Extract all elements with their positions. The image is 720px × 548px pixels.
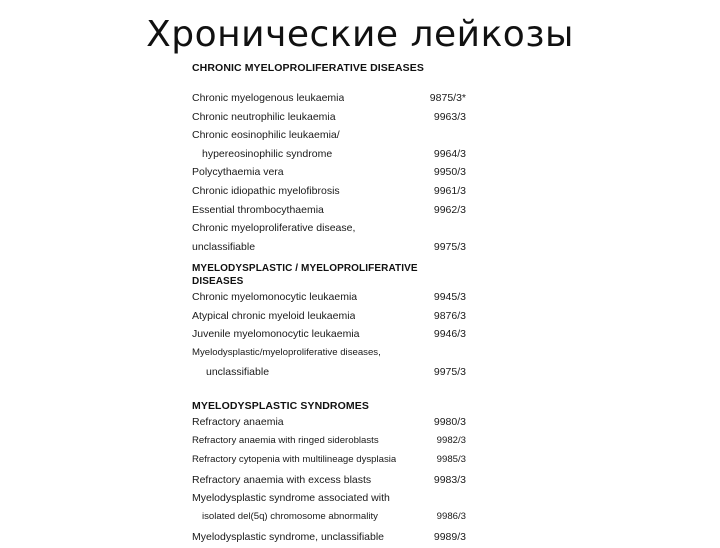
icd-code: 9950/3 xyxy=(433,166,466,179)
icd-code: 9945/3 xyxy=(433,291,466,303)
section-myelodysplastic-syndromes xyxy=(192,400,474,548)
section-myelodysplastic-myeloproliferative xyxy=(192,262,474,384)
table-row xyxy=(192,365,474,384)
table-row xyxy=(192,491,474,510)
table-row xyxy=(192,434,474,454)
section-heading: CHRONIC MYELOPROLIFERATIVE DISEASES xyxy=(192,62,424,74)
table-row xyxy=(192,327,474,346)
disease-name: Atypical chronic myeloid leukaemia xyxy=(192,309,356,322)
icd-code: 9982/3 xyxy=(436,434,466,446)
disease-name: Myelodysplastic syndrome, unclassifiable xyxy=(192,530,384,543)
disease-name: Chronic myelomonocytic leukaemia xyxy=(192,291,358,303)
disease-name: Essential thrombocythaemia xyxy=(192,203,324,216)
table-row xyxy=(192,290,474,309)
icd-code: 9983/3 xyxy=(433,473,466,486)
disease-name: Chronic neutrophilic leukaemia xyxy=(192,110,336,123)
disease-name: hypereosinophilic syndrome xyxy=(202,147,333,160)
disease-name: Refractory cytopenia with multilineage dysplasia xyxy=(192,454,397,466)
table-row xyxy=(192,473,474,492)
icd-code: 9961/3 xyxy=(433,184,466,197)
section-heading-cont: DISEASES xyxy=(192,276,244,287)
table-row xyxy=(192,221,474,240)
icd-code: 9962/3 xyxy=(433,203,466,216)
section-heading: MYELODYSPLASTIC SYNDROMES xyxy=(192,400,369,412)
table-row xyxy=(192,128,474,147)
disease-name: Chronic myeloproliferative disease, xyxy=(192,222,356,235)
table-row xyxy=(192,510,474,530)
icd-code: 9876/3 xyxy=(433,309,466,322)
disease-name: unclassifiable xyxy=(206,366,270,379)
disease-name: unclassifiable xyxy=(192,240,256,253)
disease-name: Myelodysplastic syndrome associated with xyxy=(192,492,390,505)
icd-code: 9985/3 xyxy=(436,454,466,466)
disease-name: Chronic myelogenous leukaemia xyxy=(192,92,345,104)
table-row xyxy=(192,530,474,548)
slide-title: Хронические лейкозы xyxy=(146,14,574,55)
disease-name: Refractory anaemia with ringed sideroblasts xyxy=(192,434,379,446)
disease-name: Juvenile myelomonocytic leukaemia xyxy=(192,328,360,341)
disease-name: Chronic eosinophilic leukaemia/ xyxy=(192,129,340,142)
disease-name: isolated del(5q) chromosome abnormality xyxy=(202,510,378,522)
icd-code: 9975/3 xyxy=(433,240,466,253)
table-row xyxy=(192,91,474,110)
icd-code: 9986/3 xyxy=(436,510,466,522)
icd-code: 9964/3 xyxy=(433,147,466,160)
icd-code: 9963/3 xyxy=(433,110,466,123)
section-heading: MYELODYSPLASTIC / MYELOPROLIFERATIVE xyxy=(192,263,418,274)
icd-code: 9875/3* xyxy=(429,92,466,104)
disease-name: Myelodysplastic/myeloproliferative diseases, xyxy=(192,346,381,358)
table-row xyxy=(192,203,474,222)
table-row xyxy=(192,240,474,259)
table-row xyxy=(192,165,474,184)
icd-code: 9980/3 xyxy=(433,416,466,428)
disease-name: Refractory anaemia xyxy=(192,416,284,428)
table-row xyxy=(192,309,474,328)
icd-code: 9946/3 xyxy=(433,328,466,341)
disease-name: Polycythaemia vera xyxy=(192,166,284,179)
table-row xyxy=(192,110,474,129)
table-row xyxy=(192,147,474,166)
disease-name: Refractory anaemia with excess blasts xyxy=(192,473,372,486)
table-row xyxy=(192,415,474,434)
icd-code: 9975/3 xyxy=(433,366,466,379)
disease-name: Chronic idiopathic myelofibrosis xyxy=(192,184,340,197)
table-row xyxy=(192,184,474,203)
icd-code: 9989/3 xyxy=(433,530,466,543)
section-chronic-myeloproliferative xyxy=(192,62,474,258)
table-row xyxy=(192,453,474,473)
table-row xyxy=(192,346,474,366)
